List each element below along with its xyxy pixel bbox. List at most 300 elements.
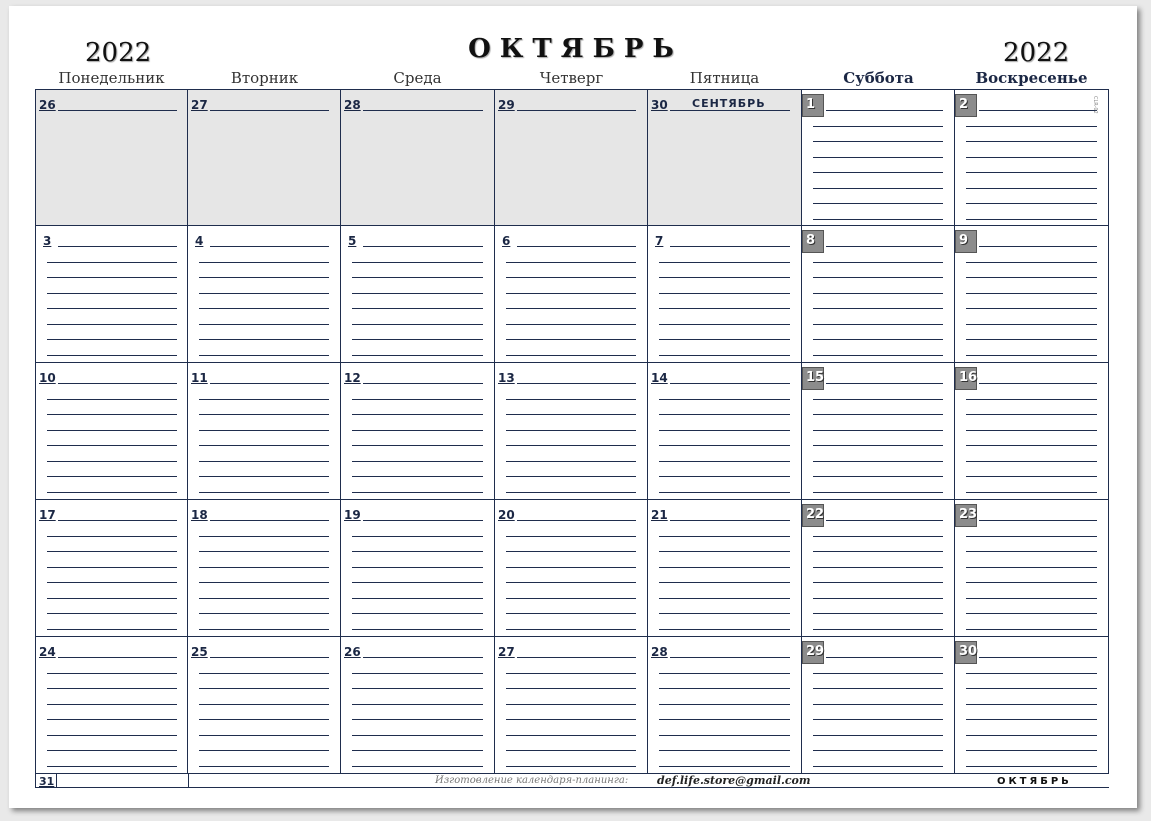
note-line [506, 414, 636, 415]
note-line [813, 476, 943, 477]
note-line [670, 383, 790, 384]
note-line [352, 551, 483, 552]
note-line [966, 141, 1097, 142]
note-line [199, 277, 329, 278]
note-line [47, 461, 177, 462]
note-line [813, 582, 943, 583]
note-line [966, 567, 1097, 568]
day-number: 22 [802, 504, 824, 527]
note-line [352, 399, 483, 400]
note-line [47, 567, 177, 568]
note-line [210, 110, 329, 111]
note-line [47, 598, 177, 599]
note-line [813, 399, 943, 400]
note-line [47, 735, 177, 736]
note-line [210, 657, 329, 658]
note-line [966, 430, 1097, 431]
note-line [352, 262, 483, 263]
note-line [47, 277, 177, 278]
note-line [659, 704, 790, 705]
note-line [352, 704, 483, 705]
note-line [47, 399, 177, 400]
note-line [966, 582, 1097, 583]
note-line [352, 750, 483, 751]
note-line [47, 492, 177, 493]
note-line [47, 704, 177, 705]
note-line [659, 567, 790, 568]
note-line [352, 293, 483, 294]
note-line [506, 613, 636, 614]
note-line [47, 476, 177, 477]
note-line [659, 277, 790, 278]
note-line [966, 476, 1097, 477]
day-number: 15 [802, 367, 824, 390]
note-line [199, 293, 329, 294]
note-line [659, 688, 790, 689]
note-line [813, 673, 943, 674]
note-line [210, 520, 329, 521]
note-line [813, 598, 943, 599]
note-line [352, 766, 483, 767]
note-line [659, 414, 790, 415]
note-line [352, 492, 483, 493]
note-line [813, 324, 943, 325]
note-line [506, 277, 636, 278]
note-line [506, 536, 636, 537]
note-line [199, 461, 329, 462]
note-line [47, 613, 177, 614]
day-number: 6 [502, 234, 511, 248]
note-line [670, 520, 790, 521]
note-line [506, 719, 636, 720]
day-cell-w4-thursday[interactable] [495, 500, 648, 637]
day-number: 28 [344, 98, 361, 112]
note-line [966, 414, 1097, 415]
note-line [826, 657, 943, 658]
day-number: 26 [344, 645, 361, 659]
day-number: 13 [498, 371, 515, 385]
note-line [813, 551, 943, 552]
note-line [199, 551, 329, 552]
note-line [47, 719, 177, 720]
note-line [659, 750, 790, 751]
note-line [966, 445, 1097, 446]
extra-day-box [35, 774, 57, 788]
day-cell-w4-sunday[interactable] [955, 500, 1109, 637]
extra-day-line [57, 787, 188, 788]
print-code-mark: CLR-02 [1092, 96, 1098, 114]
day-number: 9 [955, 230, 977, 253]
note-line [813, 629, 943, 630]
day-number: 23 [955, 504, 977, 527]
note-line [47, 750, 177, 751]
day-cell-w5-tuesday[interactable] [188, 637, 341, 774]
note-line [670, 246, 790, 247]
day-cell-w2-tuesday[interactable] [188, 226, 341, 363]
note-line [979, 383, 1097, 384]
month-title: ОКТЯБРЬ [468, 34, 683, 64]
note-line [199, 750, 329, 751]
day-cell-w2-monday[interactable] [35, 226, 188, 363]
note-line [506, 293, 636, 294]
weekday-monday: Понедельник [58, 69, 165, 87]
weekday-friday: Пятница [689, 69, 760, 87]
note-line [506, 262, 636, 263]
note-line [813, 277, 943, 278]
note-line [813, 308, 943, 309]
note-line [659, 598, 790, 599]
note-line [979, 657, 1097, 658]
day-cell-w5-monday[interactable] [35, 637, 188, 774]
maker-email-link[interactable]: def.life.store@gmail.com [657, 774, 811, 787]
note-line [199, 324, 329, 325]
note-line [659, 339, 790, 340]
note-line [352, 735, 483, 736]
note-line [517, 246, 636, 247]
calendar-footer [35, 774, 1109, 790]
day-number: 7 [655, 234, 664, 248]
note-line [517, 383, 636, 384]
note-line [813, 719, 943, 720]
note-line [199, 339, 329, 340]
year-right: 2022 [1003, 38, 1070, 68]
note-line [966, 613, 1097, 614]
day-cell-w4-tuesday[interactable] [188, 500, 341, 637]
day-number: 29 [802, 641, 824, 664]
note-line [659, 492, 790, 493]
note-line [813, 203, 943, 204]
note-line [58, 383, 177, 384]
note-line [506, 735, 636, 736]
note-line [47, 414, 177, 415]
note-line [47, 673, 177, 674]
day-cell-w3-saturday[interactable] [802, 363, 955, 500]
note-line [47, 293, 177, 294]
note-line [813, 339, 943, 340]
note-line [352, 536, 483, 537]
day-cell-w1-saturday[interactable] [802, 89, 955, 226]
note-line [966, 492, 1097, 493]
extra-day-number: 31 [39, 775, 55, 788]
note-line [352, 476, 483, 477]
day-number: 16 [955, 367, 977, 390]
footer-month-label: ОКТЯБРЬ [997, 776, 1072, 787]
note-line [826, 110, 943, 111]
note-line [659, 673, 790, 674]
day-cell-w3-thursday[interactable] [495, 363, 648, 500]
day-number: 21 [651, 508, 668, 522]
note-line [506, 339, 636, 340]
day-number: 10 [39, 371, 56, 385]
day-cell-w1-monday[interactable] [35, 89, 188, 226]
note-line [659, 324, 790, 325]
note-line [670, 110, 790, 111]
note-line [966, 277, 1097, 278]
weekday-sunday: Воскресенье [975, 69, 1088, 87]
day-cell-w3-wednesday[interactable] [341, 363, 495, 500]
note-line [517, 110, 636, 111]
note-line [363, 110, 483, 111]
note-line [966, 293, 1097, 294]
weekday-saturday: Суббота [843, 69, 914, 87]
note-line [966, 688, 1097, 689]
day-number: 29 [498, 98, 515, 112]
day-cell-w4-monday[interactable] [35, 500, 188, 637]
day-cell-w5-thursday[interactable] [495, 637, 648, 774]
note-line [659, 735, 790, 736]
day-cell-w2-wednesday[interactable] [341, 226, 495, 363]
note-line [659, 476, 790, 477]
day-number: 1 [802, 94, 824, 117]
note-line [199, 399, 329, 400]
note-line [352, 324, 483, 325]
calendar-grid [35, 89, 1109, 774]
day-cell-w5-saturday[interactable] [802, 637, 955, 774]
note-line [506, 492, 636, 493]
note-line [979, 246, 1097, 247]
note-line [199, 688, 329, 689]
footer-rule [188, 787, 1109, 788]
note-line [199, 355, 329, 356]
note-line [966, 399, 1097, 400]
note-line [813, 430, 943, 431]
note-line [517, 520, 636, 521]
note-line [659, 766, 790, 767]
note-line [199, 414, 329, 415]
note-line [813, 414, 943, 415]
note-line [966, 704, 1097, 705]
note-line [506, 673, 636, 674]
note-line [659, 629, 790, 630]
day-number: 18 [191, 508, 208, 522]
note-line [199, 445, 329, 446]
day-cell-w1-tuesday[interactable] [188, 89, 341, 226]
note-line [47, 445, 177, 446]
year-left: 2022 [85, 38, 152, 68]
day-number: 28 [651, 645, 668, 659]
note-line [58, 657, 177, 658]
note-line [47, 551, 177, 552]
day-number: 20 [498, 508, 515, 522]
note-line [813, 688, 943, 689]
note-line [659, 551, 790, 552]
note-line [659, 355, 790, 356]
day-number: 8 [802, 230, 824, 253]
note-line [813, 735, 943, 736]
note-line [813, 172, 943, 173]
note-line [813, 536, 943, 537]
day-cell-w2-friday[interactable] [648, 226, 802, 363]
note-line [506, 688, 636, 689]
note-line [363, 246, 483, 247]
note-line [199, 629, 329, 630]
note-line [199, 492, 329, 493]
note-line [199, 536, 329, 537]
note-line [506, 704, 636, 705]
day-number: 27 [498, 645, 515, 659]
day-number: 26 [39, 98, 56, 112]
day-number: 12 [344, 371, 361, 385]
note-line [506, 399, 636, 400]
day-number: 25 [191, 645, 208, 659]
note-line [47, 430, 177, 431]
note-line [813, 188, 943, 189]
note-line [506, 629, 636, 630]
note-line [363, 383, 483, 384]
note-line [966, 673, 1097, 674]
note-line [47, 324, 177, 325]
note-line [506, 445, 636, 446]
note-line [813, 492, 943, 493]
note-line [352, 582, 483, 583]
day-cell-w3-sunday[interactable] [955, 363, 1109, 500]
note-line [813, 461, 943, 462]
note-line [58, 110, 177, 111]
note-line [352, 719, 483, 720]
day-number: 27 [191, 98, 208, 112]
note-line [813, 157, 943, 158]
note-line [352, 355, 483, 356]
note-line [352, 445, 483, 446]
day-cell-w3-tuesday[interactable] [188, 363, 341, 500]
note-line [199, 567, 329, 568]
note-line [813, 355, 943, 356]
note-line [966, 172, 1097, 173]
note-line [210, 383, 329, 384]
note-line [506, 766, 636, 767]
note-line [47, 262, 177, 263]
note-line [966, 203, 1097, 204]
note-line [352, 430, 483, 431]
note-line [47, 766, 177, 767]
day-number: 17 [39, 508, 56, 522]
day-number: 11 [191, 371, 208, 385]
day-number: 19 [344, 508, 361, 522]
day-cell-w1-thursday[interactable] [495, 89, 648, 226]
note-line [506, 551, 636, 552]
day-number: 30 [651, 98, 668, 112]
day-cell-w4-friday[interactable] [648, 500, 802, 637]
note-line [352, 598, 483, 599]
note-line [966, 262, 1097, 263]
note-line [966, 126, 1097, 127]
note-line [199, 430, 329, 431]
note-line [506, 430, 636, 431]
note-line [966, 598, 1097, 599]
note-line [966, 750, 1097, 751]
note-line [352, 414, 483, 415]
note-line [670, 657, 790, 658]
note-line [199, 719, 329, 720]
note-line [826, 246, 943, 247]
note-line [966, 219, 1097, 220]
note-line [966, 157, 1097, 158]
note-line [966, 355, 1097, 356]
note-line [352, 277, 483, 278]
note-line [506, 476, 636, 477]
note-line [47, 688, 177, 689]
note-line [199, 262, 329, 263]
note-line [199, 598, 329, 599]
note-line [47, 582, 177, 583]
note-line [966, 719, 1097, 720]
day-cell-w1-wednesday[interactable] [341, 89, 495, 226]
note-line [199, 308, 329, 309]
note-line [352, 308, 483, 309]
note-line [506, 308, 636, 309]
note-line [966, 629, 1097, 630]
note-line [47, 339, 177, 340]
note-line [199, 582, 329, 583]
note-line [659, 293, 790, 294]
note-line [506, 598, 636, 599]
note-line [210, 246, 329, 247]
day-cell-w1-friday[interactable] [648, 89, 802, 226]
note-line [966, 308, 1097, 309]
note-line [813, 126, 943, 127]
note-line [813, 141, 943, 142]
note-line [659, 719, 790, 720]
day-cell-w3-monday[interactable] [35, 363, 188, 500]
note-line [659, 613, 790, 614]
note-line [813, 613, 943, 614]
note-line [813, 219, 943, 220]
day-cell-w5-sunday[interactable] [955, 637, 1109, 774]
note-line [352, 567, 483, 568]
note-line [199, 735, 329, 736]
note-line [506, 461, 636, 462]
note-line [813, 766, 943, 767]
day-cell-w5-friday[interactable] [648, 637, 802, 774]
note-line [966, 188, 1097, 189]
note-line [352, 613, 483, 614]
note-line [966, 536, 1097, 537]
day-cell-w2-saturday[interactable] [802, 226, 955, 363]
note-line [659, 308, 790, 309]
note-line [979, 520, 1097, 521]
note-line [506, 582, 636, 583]
note-line [58, 246, 177, 247]
note-line [506, 355, 636, 356]
note-line [659, 536, 790, 537]
day-number: 24 [39, 645, 56, 659]
day-cell-w2-thursday[interactable] [495, 226, 648, 363]
note-line [659, 399, 790, 400]
note-line [813, 567, 943, 568]
day-cell-w4-wednesday[interactable] [341, 500, 495, 637]
day-cell-w2-sunday[interactable] [955, 226, 1109, 363]
day-cell-w4-saturday[interactable] [802, 500, 955, 637]
note-line [517, 657, 636, 658]
note-line [966, 339, 1097, 340]
day-cell-w1-sunday[interactable] [955, 89, 1109, 226]
day-cell-w3-friday[interactable] [648, 363, 802, 500]
day-number: 4 [195, 234, 204, 248]
day-cell-w5-wednesday[interactable] [341, 637, 495, 774]
note-line [506, 324, 636, 325]
weekday-header-row [35, 69, 1109, 89]
note-line [363, 520, 483, 521]
extra-day-divider [188, 774, 189, 788]
note-line [363, 657, 483, 658]
note-line [813, 293, 943, 294]
day-number: 5 [348, 234, 357, 248]
weekday-tuesday: Вторник [230, 69, 299, 87]
note-line [979, 110, 1097, 111]
note-line [506, 567, 636, 568]
note-line [199, 673, 329, 674]
note-line [352, 673, 483, 674]
